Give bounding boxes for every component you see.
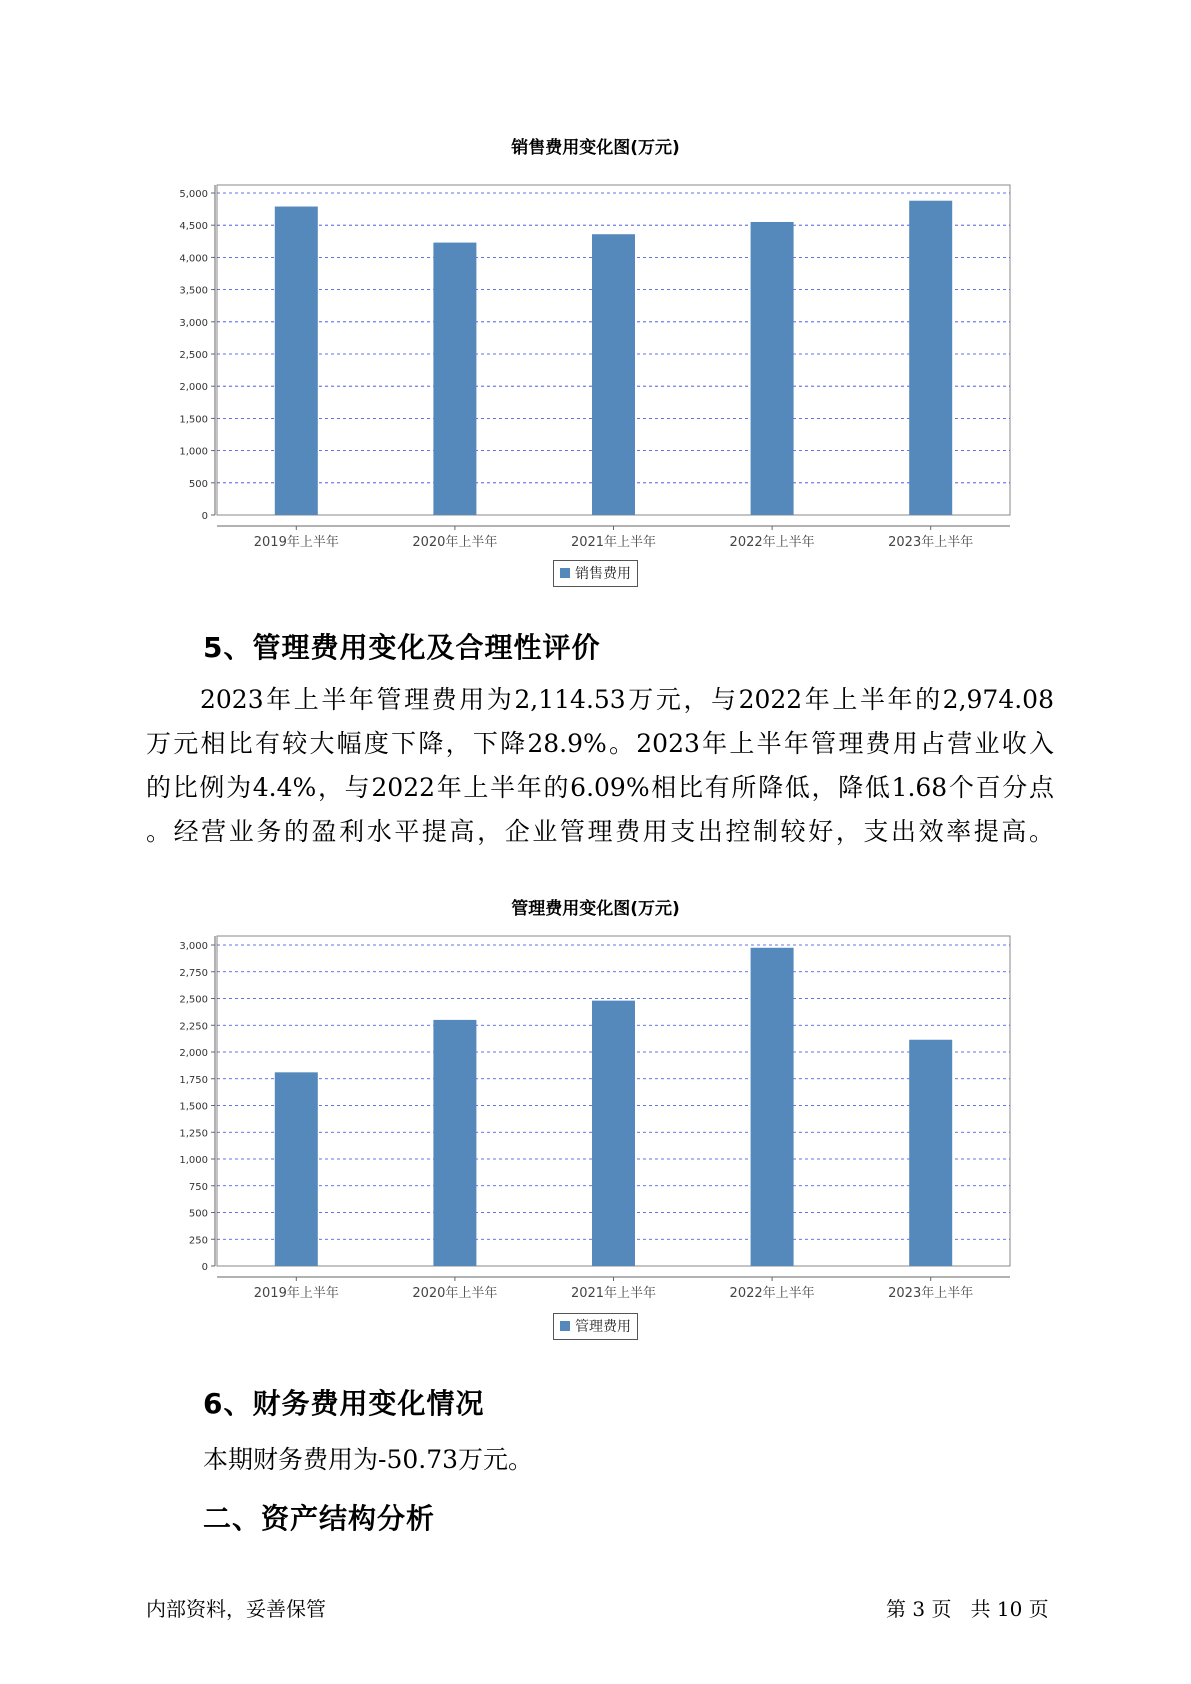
legend-label: 管理费用 (575, 1319, 631, 1335)
y-tick-label: 1,500 (179, 414, 208, 426)
y-tick-label: 1,750 (179, 1074, 208, 1086)
paragraph-line: 万元相比有较大幅度下降，下降28.9%。2023年上半年管理费用占营业收入 (146, 729, 1054, 758)
y-tick-label: 1,250 (179, 1128, 208, 1140)
x-tick-label: 2019年上半年 (253, 535, 339, 550)
y-tick-label: 500 (188, 478, 208, 490)
x-tick-label: 2021年上半年 (570, 535, 657, 550)
section6-text: 本期财务费用为-50.73万元。 (203, 1445, 534, 1474)
x-tick-label: 2019年上半年 (253, 1286, 339, 1301)
y-tick-label: 2,750 (179, 967, 208, 979)
y-tick-label: 2,000 (179, 382, 208, 394)
paragraph-line: 。经营业务的盈利水平提高，企业管理费用支出控制较好，支出效率提高。 (146, 817, 1054, 846)
y-tick-label: 1,000 (179, 446, 208, 458)
y-tick-label: 2,500 (179, 994, 208, 1006)
paragraph-line: 2023年上半年管理费用为2,114.53万元，与2022年上半年的2,974.08 (200, 685, 1054, 714)
x-tick-label: 2020年上半年 (412, 535, 498, 550)
bar (275, 1072, 318, 1266)
section-two-heading: 二、资产结构分析 (203, 1502, 436, 1535)
y-tick-label: 2,500 (179, 350, 208, 361)
admin-chart-title: 管理费用变化图(万元) (511, 899, 680, 919)
footer-left: 内部资料，妥善保管 (146, 1597, 326, 1621)
sales-chart-title: 销售费用变化图(万元) (511, 138, 680, 158)
y-tick-label: 250 (188, 1235, 208, 1247)
bar (433, 1020, 476, 1266)
x-tick-label: 2021年上半年 (570, 1286, 657, 1301)
x-tick-label: 2020年上半年 (412, 1286, 498, 1301)
legend-label: 销售费用 (575, 566, 631, 582)
y-tick-label: 1,500 (179, 1101, 208, 1113)
y-tick-label: 0 (201, 1262, 208, 1273)
y-tick-label: 2,000 (179, 1048, 208, 1059)
y-tick-label: 2,250 (179, 1021, 208, 1033)
x-tick-label: 2023年上半年 (888, 1286, 974, 1301)
y-tick-label: 3,000 (179, 317, 208, 329)
y-tick-label: 5,000 (179, 189, 208, 200)
y-tick-label: 4,500 (179, 221, 208, 233)
paragraph-line: 的比例为4.4%，与2022年上半年的6.09%相比有所降低，降低1.68个百分点 (146, 773, 1054, 802)
legend-swatch (560, 1321, 570, 1331)
y-tick-label: 0 (201, 511, 208, 522)
y-tick-label: 500 (188, 1208, 208, 1220)
x-tick-label: 2022年上半年 (729, 535, 815, 550)
y-tick-label: 4,000 (179, 253, 208, 265)
bar (592, 1001, 635, 1266)
y-tick-label: 3,000 (179, 941, 208, 952)
footer-page-number: 第 3 页 共 10 页 (886, 1597, 1049, 1621)
section5-heading: 5、管理费用变化及合理性评价 (203, 631, 601, 664)
x-tick-label: 2022年上半年 (729, 1286, 815, 1301)
x-tick-label: 2023年上半年 (888, 535, 974, 550)
admin-chart-legend (553, 1313, 638, 1340)
bar (751, 948, 794, 1266)
y-tick-label: 1,000 (179, 1155, 208, 1166)
y-tick-label: 750 (188, 1181, 208, 1193)
bar (909, 1040, 952, 1266)
section6-heading: 6、财务费用变化情况 (203, 1387, 485, 1420)
y-tick-label: 3,500 (179, 285, 208, 297)
